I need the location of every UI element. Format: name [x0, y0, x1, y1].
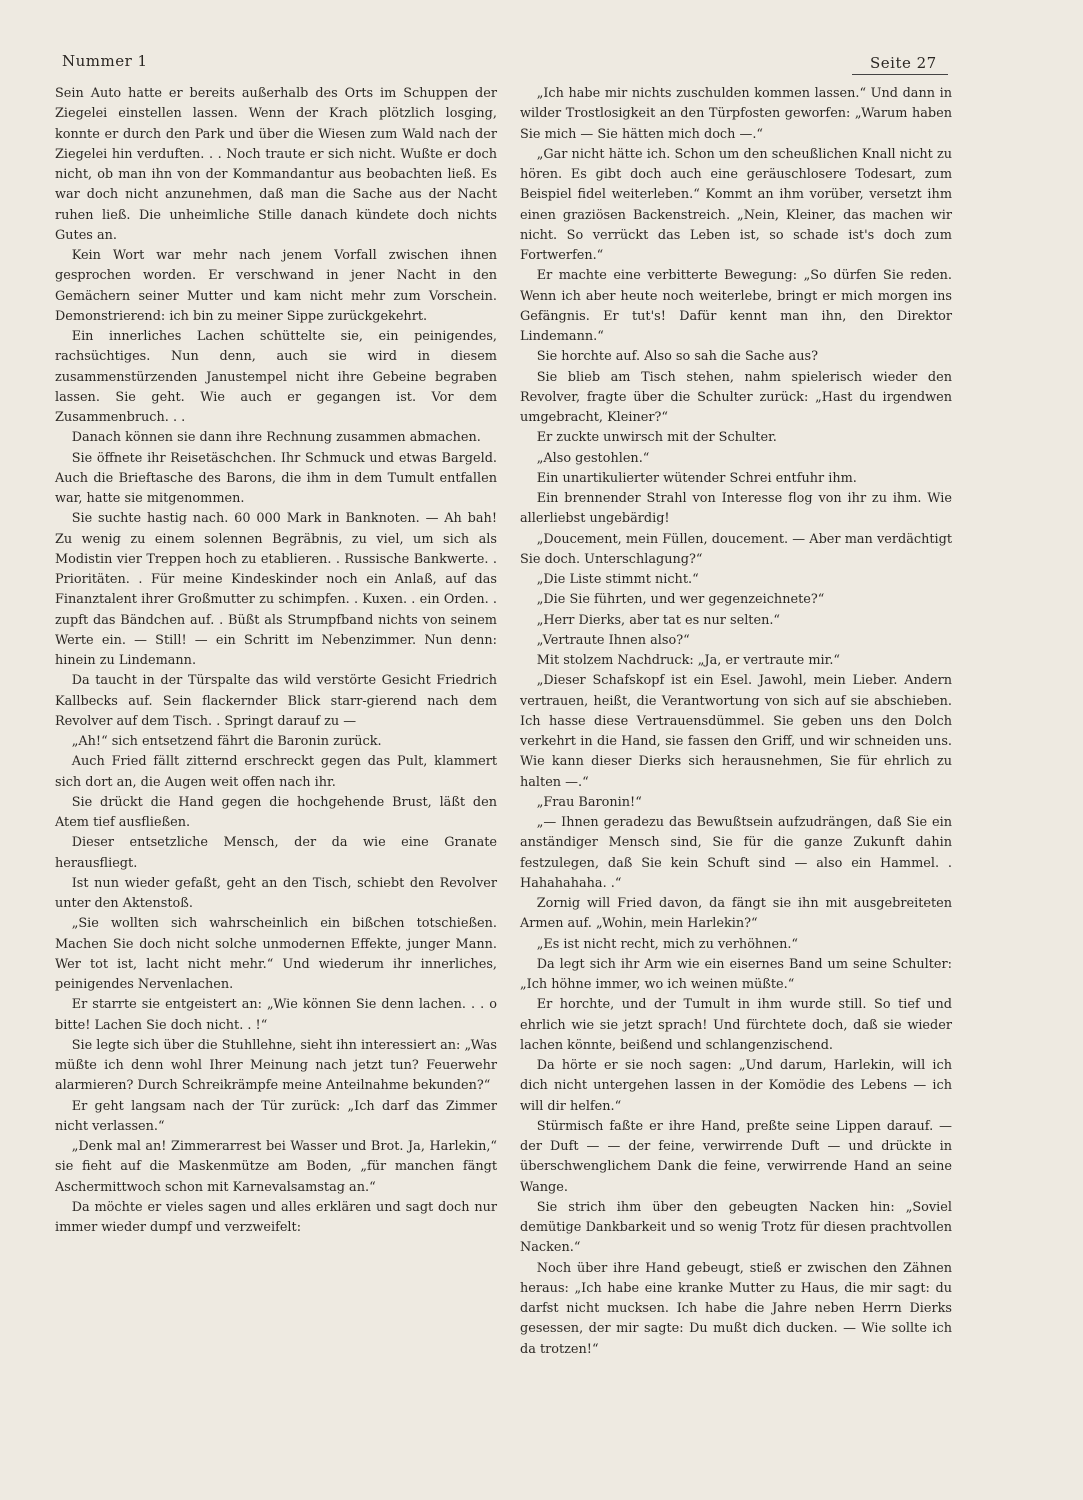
left-text-column [55, 84, 497, 1238]
paragraph: Sie blieb am Tisch stehen, nahm spielerisch wieder den Revolver, fragte über die Schulter zurück: „Hast du irgendwen umgebracht, Kleiner?“ [520, 369, 952, 425]
paragraph: „— Ihnen geradezu das Bewußtsein aufzudrängen, daß Sie ein anständiger Mensch sind, Sie für die ganze Zukunft dahin festzulegen, daß Sie kein Schuft sind — also ein Hammel. . Hahahahaha. .“ [520, 815, 952, 891]
paragraph: Sie drückt die Hand gegen die hochgehende Brust, läßt den Atem tief ausfließen. [55, 794, 497, 830]
paragraph: „Herr Dierks, aber tat es nur selten.“ [536, 612, 780, 628]
paragraph: Mit stolzem Nachdruck: „Ja, er vertraute mir.“ [536, 653, 840, 668]
paragraph: „Vertraute Ihnen also?“ [536, 632, 690, 648]
paragraph: „Gar nicht hätte ich. Schon um den scheußlichen Knall nicht zu hören. Es gibt doch auch eine geräuschlosere Todesart, zum Beispiel fidel weiterleben.“ Kommt an ihm vorüber, versetzt ihm einen graziösen Backenstreich. „Nein, Kleiner, das machen wir nicht. So verrückt das Leben ist, so schade ist's doch zum Fortwerfen.“ [520, 146, 952, 263]
paragraph: „Ich habe mir nichts zuschulden kommen lassen.“ Und dann in wilder Trostlosigkeit an den Türpfosten geworfen: „Warum haben Sie mich — Sie hätten mich doch —.“ [520, 86, 952, 142]
paragraph: Sie öffnete ihr Reisetäschchen. Ihr Schmuck und etwas Bargeld. Auch die Brieftasche des Barons, die ihm in dem Tumult entfallen war, hatte sie mitgenommen. [55, 450, 497, 506]
issue-number: Nummer 1 [62, 52, 148, 70]
paragraph: Stürmisch faßte er ihre Hand, preßte seine Lippen darauf. — der Duft — — der feine, verwirrende Duft — und drückte in überschwenglichem Dank die feine, verwirrende Hand an seine Wange. [520, 1118, 952, 1195]
header-rule [852, 74, 948, 75]
paragraph: „Doucement, mein Füllen, doucement. — Aber man verdächtigt Sie doch. Unterschlagung?“ [520, 531, 952, 567]
paragraph: „Sie wollten sich wahrscheinlich ein bißchen totschießen. Machen Sie doch nicht solche unmodernen Effekte, junger Mann. Wer tot ist, lacht nicht mehr.“ Und wiederum ihr innerliches, peinigendes Nervenlachen. [55, 916, 497, 992]
paragraph: Kein Wort war mehr nach jenem Vorfall zwischen ihnen gesprochen worden. Er verschwand in jener Nacht in den Gemächern seiner Mutter und kam nicht mehr zum Vorschein. Demonstrierend: ich bin zu meiner Sippe zurückgekehrt. [55, 248, 497, 324]
paragraph: Da legt sich ihr Arm wie ein eisernes Band um seine Schulter: „Ich höhne immer, wo ich weinen müßte.“ [520, 956, 952, 992]
paragraph: Er starrte sie entgeistert an: „Wie können Sie denn lachen. . . o bitte! Lachen Sie doch nicht. . !“ [55, 997, 497, 1033]
paragraph: Zornig will Fried davon, da fängt sie ihn mit ausgebreiteten Armen auf. „Wohin, mein Harlekin?“ [520, 896, 952, 932]
paragraph: Sie strich ihm über den gebeugten Nacken hin: „Soviel demütige Dankbarkeit und so wenig Trotz für diesen prachtvollen Nacken.“ [520, 1199, 952, 1256]
paragraph: Auch Fried fällt zitternd erschreckt gegen das Pult, klammert sich dort an, die Augen weit offen nach ihr. [55, 754, 497, 790]
paragraph: Da hörte er sie noch sagen: „Und darum, Harlekin, will ich dich nicht untergehen lassen in der Komödie des Lebens — ich will dir helfen.“ [520, 1058, 952, 1114]
paragraph: „Frau Baronin!“ [536, 794, 642, 810]
paragraph: Er geht langsam nach der Tür zurück: „Ich darf das Zimmer nicht verlassen.“ [55, 1098, 497, 1134]
paragraph: Er horchte, und der Tumult in ihm wurde still. So tief und ehrlich wie sie jetzt sprach! Und fürchtete doch, daß sie wieder lachen könnte, beißend und schlangenzischend. [520, 997, 952, 1053]
paragraph: Sie legte sich über die Stuhllehne, sieht ihn interessiert an: „Was müßte ich denn wohl Ihrer Meinung nach jetzt tun? Feuerwehr alarmieren? Durch Schreikrämpfe meine Anteilnahme bekunden?“ [55, 1037, 497, 1094]
paragraph: Sie suchte hastig nach. 60 000 Mark in Banknoten. — Ah bah! Zu wenig zu einem solennen Begräbnis, zu viel, um sich als Modistin vier Treppen hoch zu etablieren. . Russische Bankwerte. . Prioritäten. . Für meine Kindeskinder noch ein Anlaß, auf das Finanztalent ihrer Großmutter zu schimpfen. . Kuxen. . ein Orden. . zupft das Bändchen auf. . Büßt als Strumpfband nichts von seinem Werte ein. — Still! — ein Schritt im Nebenzimmer. Nun denn: hinein zu Lindemann. [55, 511, 497, 668]
paragraph: „Die Liste stimmt nicht.“ [536, 572, 699, 587]
paragraph: Sein Auto hatte er bereits außerhalb des Orts im Schuppen der Ziegelei einstellen lassen. Wenn der Krach plötzlich losging, konnte er durch den Park und über die Wiesen zum Wald nach der Ziegelei hin verduften. . . Noch traute er sich nicht. Wußte er doch nicht, ob man ihn von der Kommandantur aus beobachten ließ. Es war doch nicht anzunehmen, daß man die Sache aus der Nacht ruhen ließ. Die unheimliche Stille danach kündete doch nichts Gutes an. [55, 86, 497, 243]
paragraph: Da möchte er vieles sagen und alles erklären und sagt doch nur immer wieder dumpf und verzweifelt: [55, 1199, 497, 1235]
paragraph: Ein unartikulierter wütender Schrei entfuhr ihm. [536, 470, 857, 486]
right-text-column [520, 84, 952, 1360]
paragraph: Ist nun wieder gefaßt, geht an den Tisch, schiebt den Revolver unter den Aktenstoß. [55, 875, 497, 911]
paragraph: Sie horchte auf. Also so sah die Sache aus? [536, 349, 818, 365]
paragraph: „Die Sie führten, und wer gegenzeichnete?“ [536, 592, 825, 608]
paragraph: Ein brennender Strahl von Interesse flog von ihr zu ihm. Wie allerliebst ungebärdig! [520, 491, 952, 527]
paragraph: Dieser entsetzliche Mensch, der da wie eine Granate herausfliegt. [55, 835, 497, 871]
paragraph: Da taucht in der Türspalte das wild verstörte Gesicht Friedrich Kallbecks auf. Sein flackernder Blick starr-gierend nach dem Revolver auf dem Tisch. . Springt darauf zu — [55, 673, 497, 729]
paragraph: „Denk mal an! Zimmerarrest bei Wasser und Brot. Ja, Harlekin,“ sie fieht auf die Maskenmütze am Boden, „für manchen fängt Aschermittwoch schon mit Karnevalsamstag an.“ [55, 1139, 497, 1195]
paragraph: „Es ist nicht recht, mich zu verhöhnen.“ [536, 936, 798, 952]
page-number: Seite 27 [870, 54, 937, 72]
paragraph: Danach können sie dann ihre Rechnung zusammen abmachen. [71, 430, 481, 446]
paragraph: Noch über ihre Hand gebeugt, stieß er zwischen den Zähnen heraus: „Ich habe eine kranke Mutter zu Haus, die mir sagt: du darfst nicht mucksen. Ich habe die Jahre neben Herrn Dierks gesessen, der mir sagte: Du mußt dich ducken. — Wie sollte ich da trotzen!“ [520, 1260, 952, 1357]
paragraph: „Dieser Schafskopf ist ein Esel. Jawohl, mein Lieber. Andern vertrauen, heißt, die Verantwortung von sich auf sie abschieben. Ich hasse diese Vertrauensdümmel. Sie geben uns den Dolch verkehrt in die Hand, sie fassen den Griff, und wir schneiden uns. Wie kann dieser Dierks sich herausnehmen, Sie für ehrlich zu halten —.“ [520, 673, 952, 790]
paragraph: „Also gestohlen.“ [536, 450, 650, 466]
paragraph: Er machte eine verbitterte Bewegung: „So dürfen Sie reden. Wenn ich aber heute noch weiterlebe, bringt er mich morgen ins Gefängnis. Er tut's! Dafür kennt man ihn, den Direktor Lindemann.“ [520, 268, 952, 344]
paragraph: Ein innerliches Lachen schüttelte sie, ein peinigendes, rachsüchtiges. Nun denn, auch sie wird in diesem zusammenstürzenden Janustempel nicht ihre Gebeine begraben lassen. Sie geht. Wie auch er gegangen ist. Vor dem Zusammenbruch. . . [55, 329, 497, 425]
paragraph: Er zuckte unwirsch mit der Schulter. [536, 430, 777, 446]
paragraph: „Ah!“ sich entsetzend fährt die Baronin zurück. [71, 734, 382, 749]
